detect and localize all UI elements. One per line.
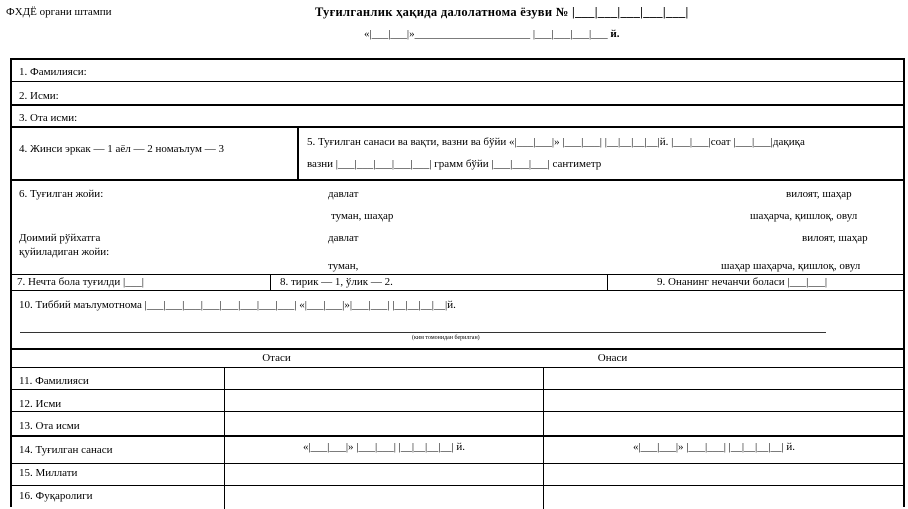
residence-settlement-field[interactable]: шаҳар шаҳарча, қишлоқ, овул xyxy=(721,260,861,272)
mother-citizenship-cell[interactable] xyxy=(544,486,884,508)
birthplace-state-field[interactable]: давлат xyxy=(328,188,359,200)
residence-state-field[interactable]: давлат xyxy=(328,232,359,244)
sex-field[interactable]: 4. Жинси эркак — 1 аёл — 2 номаълум — 3 xyxy=(19,143,224,155)
father-patronymic-cell[interactable] xyxy=(225,412,543,434)
mother-birth-date-field[interactable]: «|___|___|» |___|___| |__|__|__|__| й. xyxy=(632,441,796,453)
registry-stamp-label: ФХДЁ органи штампи xyxy=(6,6,112,18)
divider xyxy=(10,126,905,128)
divider xyxy=(10,274,905,275)
divider xyxy=(297,127,299,180)
divider xyxy=(10,179,905,181)
divider xyxy=(270,274,271,291)
mother-child-number-field[interactable]: 9. Онанинг нечанчи боласи |___|___| xyxy=(657,276,828,288)
parent-row-label: 13. Ота исми xyxy=(19,420,80,432)
record-date-line xyxy=(364,28,620,40)
divider xyxy=(607,274,608,291)
parent-row-label: 16. Фуқаролиги xyxy=(19,490,93,502)
divider xyxy=(10,435,905,437)
father-nationality-cell[interactable] xyxy=(225,464,543,485)
residence-district-field[interactable]: туман, xyxy=(328,260,359,272)
mother-name-cell[interactable] xyxy=(544,390,884,411)
divider xyxy=(10,348,905,350)
divider xyxy=(10,81,905,82)
mother-surname-cell[interactable] xyxy=(544,368,884,389)
father-citizenship-cell[interactable] xyxy=(225,486,543,508)
residence-label: қуйиладиган жойи: xyxy=(19,246,110,258)
residence-region-field[interactable]: вилоят, шаҳар xyxy=(802,232,868,244)
father-birth-date-field[interactable]: «|___|___|» |___|___| |__|__|__|__| й. xyxy=(302,441,466,453)
divider xyxy=(10,290,905,291)
birth-datetime-field[interactable]: 5. Туғилган санаси ва вақти, вазни ва бўйи «|___|___|» |___|___| |__|__|__|__|й. |___|___|соат |___|___|дақиқа xyxy=(307,136,805,148)
children-count-field[interactable]: 7. Нечта бола туғилди |___| xyxy=(17,276,144,288)
parent-row-label: 15. Миллати xyxy=(19,467,78,479)
birthplace-settlement-field[interactable]: шаҳарча, қишлоқ, овул xyxy=(750,210,858,222)
father-name-cell[interactable] xyxy=(225,390,543,411)
parent-row-label: 11. Фамилияси xyxy=(19,375,89,387)
record-date-field[interactable]: «|___|___|»_____________________ |___|___|___|___ xyxy=(364,28,608,40)
divider xyxy=(10,104,905,106)
issued-by-note: (ким томонидан берилган) xyxy=(412,335,480,341)
patronymic-field[interactable]: 3. Ота исми: xyxy=(19,112,78,124)
issued-by-line[interactable] xyxy=(20,332,826,333)
surname-field[interactable]: 1. Фамилияси: xyxy=(19,66,87,78)
mother-nationality-cell[interactable] xyxy=(544,464,884,485)
birthplace-label: 6. Туғилган жойи: xyxy=(19,188,104,200)
year-suffix: й. xyxy=(607,28,620,40)
residence-label: Доимий рўйхатга xyxy=(19,232,101,244)
father-column-header: Отаси xyxy=(262,352,291,364)
parent-row-label: 14. Туғилган санаси xyxy=(19,444,113,456)
alive-dead-field[interactable]: 8. тирик — 1, ўлик — 2. xyxy=(280,276,393,288)
mother-patronymic-cell[interactable] xyxy=(544,412,884,434)
birthplace-region-field[interactable]: вилоят, шаҳар xyxy=(786,188,852,200)
weight-height-field[interactable]: вазни |___|___|___|___|___| грамм бўйи |___|___|___| сантиметр xyxy=(307,158,602,170)
birthplace-district-field[interactable]: туман, шаҳар xyxy=(331,210,394,222)
record-title: Туғилганлик ҳақида далолатнома ёзуви № |___|___|___|___|___| xyxy=(315,5,689,19)
mother-column-header: Онаси xyxy=(597,352,628,364)
father-surname-cell[interactable] xyxy=(225,368,543,389)
parent-row-label: 12. Исми xyxy=(19,398,62,410)
name-field[interactable]: 2. Исми: xyxy=(19,90,59,102)
medical-certificate-field[interactable]: 10. Тиббий маълумотнома |___|___|___|___|___|___|___|___| «|___|___|»|___|___| |__|__|__|__|й. xyxy=(19,299,456,311)
